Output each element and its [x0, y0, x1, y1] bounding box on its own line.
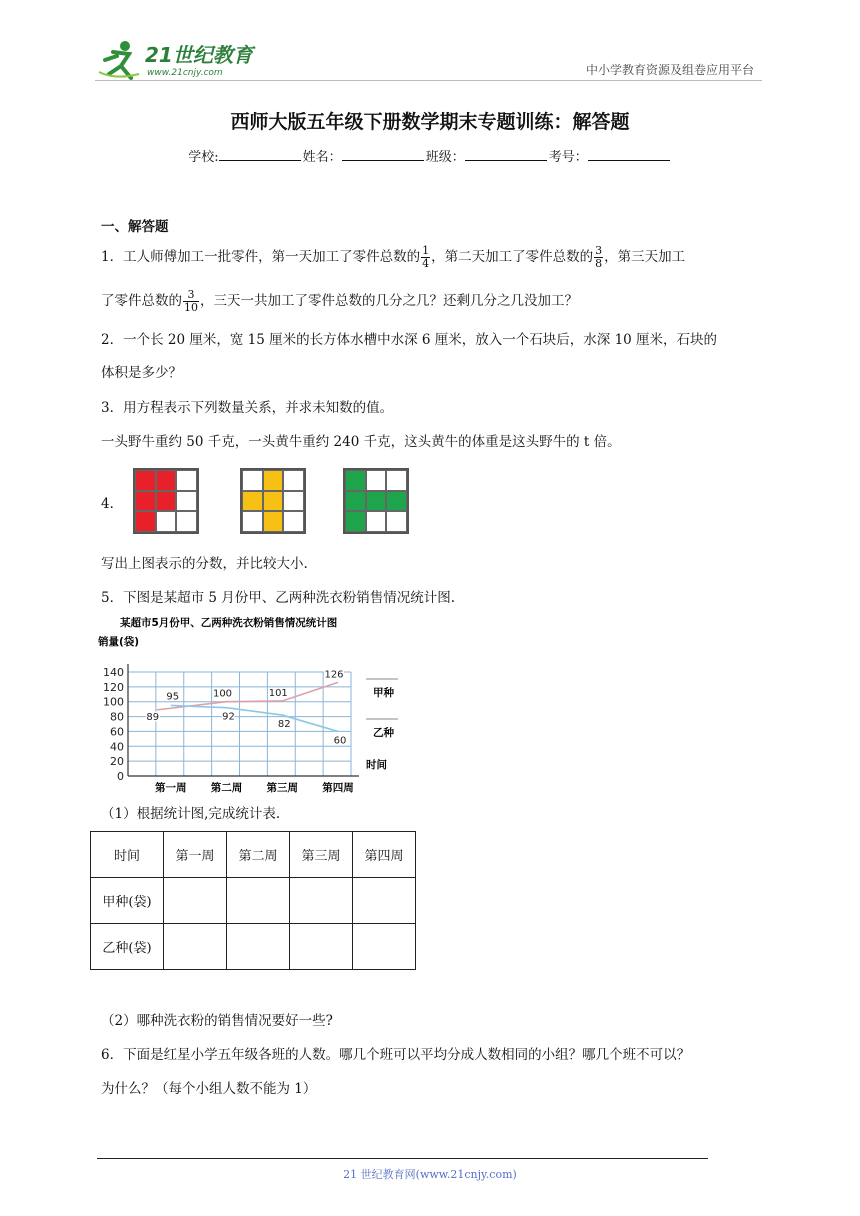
answer-cell[interactable]	[290, 924, 353, 970]
table-header-cell: 时间	[91, 832, 164, 878]
exam-no-label: 考号：	[548, 150, 588, 165]
fraction-3-8: $\frac{3}{8}$	[595, 244, 603, 270]
fraction-1-4: $\frac{1}{4}$	[422, 244, 430, 270]
question-5-sub-1: （1）根据统计图,完成统计表.	[101, 806, 281, 822]
shaded-cell	[366, 491, 387, 512]
fraction-3-10: $\frac{3}{10}$	[184, 288, 198, 314]
data-label: 101	[268, 687, 288, 699]
blank-cell	[176, 470, 197, 491]
table-header-cell: 第一周	[164, 832, 227, 878]
y-tick-label: 20	[110, 755, 124, 769]
data-label: 82	[277, 719, 291, 731]
table-row	[91, 924, 416, 970]
x-tick-label: 第三周	[266, 782, 298, 794]
fraction-grid-green	[343, 468, 409, 534]
header-divider	[95, 80, 762, 81]
answer-cell[interactable]	[290, 878, 353, 924]
y-tick-label: 80	[110, 710, 124, 724]
data-label: 89	[146, 711, 160, 723]
shaded-cell	[156, 491, 177, 512]
shaded-cell	[263, 470, 284, 491]
blank-cell	[176, 491, 197, 512]
svg-text:www.21cnjy.com: www.21cnjy.com	[147, 68, 223, 78]
school-label: 学校:	[188, 150, 219, 165]
section-heading: 一、解答题	[101, 219, 169, 235]
row-label-yi: 乙种(袋)	[91, 924, 164, 970]
question-1-line-2: 了零件总数的 $\frac{3}{10}$ ，三天一共加工了零件总数的几分之几？还剩几分之几没加工？	[101, 288, 578, 314]
header-platform-text: 中小学教育资源及组卷应用平台	[585, 63, 754, 77]
footer-divider	[97, 1158, 708, 1159]
y-tick-label: 140	[103, 666, 124, 679]
chart-x-label: 时间	[366, 759, 387, 771]
chart-title: 某超市5月份甲、乙两种洗衣粉销售情况统计图	[120, 617, 338, 629]
blank-cell	[176, 511, 197, 532]
blank-cell	[283, 491, 304, 512]
y-tick-label: 120	[103, 680, 124, 694]
question-1-line-1: 1．工人师傅加工一批零件，第一天加工了零件总数的 $\frac{1}{4}$ ，第二天加工了零件总数的 $\frac{3}{8}$ ，第三天加工	[101, 244, 686, 270]
blank-cell	[386, 511, 407, 532]
table-header-row	[91, 832, 416, 878]
y-tick-label: 60	[110, 725, 124, 739]
shaded-cell	[135, 470, 156, 491]
table-header-cell: 第二周	[227, 832, 290, 878]
answer-cell[interactable]	[227, 878, 290, 924]
shaded-cell	[263, 511, 284, 532]
question-5-line-1: 5．下图是某超市 5 月份甲、乙两种洗衣粉销售情况统计图.	[101, 590, 456, 606]
shaded-cell	[135, 491, 156, 512]
x-tick-label: 第二周	[210, 782, 243, 794]
answer-cell[interactable]	[353, 924, 416, 970]
svg-text:21世纪教育: 21世纪教育	[145, 43, 253, 67]
shaded-cell	[345, 470, 366, 491]
answer-cell[interactable]	[353, 878, 416, 924]
class-label: 班级：	[425, 150, 465, 165]
shaded-cell	[345, 491, 366, 512]
question-2-line-2: 体积是多少？	[101, 365, 182, 381]
sales-table	[90, 831, 416, 970]
series-line-yi	[171, 705, 338, 731]
answer-cell[interactable]	[164, 878, 227, 924]
x-tick-label: 第四周	[322, 782, 354, 794]
y-tick-label: 100	[103, 695, 124, 709]
answer-cell[interactable]	[227, 924, 290, 970]
blank-cell	[366, 511, 387, 532]
blank-cell	[242, 470, 263, 491]
blank-cell	[283, 470, 304, 491]
table-header-cell: 第三周	[290, 832, 353, 878]
legend-label: 乙种	[373, 727, 394, 739]
sales-line-chart	[96, 614, 416, 800]
footer-text: 21 世纪教育网(www.21cnjy.com)	[343, 1168, 517, 1181]
data-label: 100	[212, 688, 233, 700]
fraction-grid-red	[133, 468, 199, 534]
question-3-line-1: 3．用方程表示下列数量关系，并求未知数的值。	[101, 400, 394, 416]
class-blank	[465, 149, 547, 161]
shaded-cell	[135, 511, 156, 532]
x-tick-label: 第一周	[155, 782, 187, 794]
table-row	[91, 878, 416, 924]
data-label: 92	[222, 711, 235, 723]
y-tick-label: 40	[110, 740, 124, 754]
question-4-label: 4．	[101, 496, 124, 512]
question-6-line-2: 为什么？（每个小组人数不能为 1）	[101, 1081, 317, 1097]
blank-cell	[242, 511, 263, 532]
question-4-caption: 写出上图表示的分数，并比较大小.	[101, 556, 308, 572]
name-blank	[342, 149, 424, 161]
school-blank	[219, 149, 301, 161]
shaded-cell	[242, 491, 263, 512]
student-info-line	[0, 146, 860, 165]
runner-icon	[99, 41, 139, 78]
data-label: 95	[166, 691, 180, 703]
site-logo	[95, 38, 265, 82]
shaded-cell	[263, 491, 284, 512]
question-3-line-2: 一头野牛重约 50 千克，一头黄牛重约 240 千克，这头黄牛的体重是这头野牛的 t 倍。	[101, 434, 621, 450]
blank-cell	[386, 470, 407, 491]
page-title: 西师大版五年级下册数学期末专题训练：解答题	[230, 111, 630, 133]
data-label: 60	[333, 735, 347, 747]
question-5-sub-2: （2）哪种洗衣粉的销售情况要好一些?	[101, 1013, 333, 1029]
question-2-line-1: 2．一个长 20 厘米，宽 15 厘米的长方体水槽中水深 6 厘米，放入一个石块后，水深 10 厘米，石块的	[101, 332, 718, 348]
blank-cell	[156, 511, 177, 532]
chart-y-label: 销量(袋)	[98, 636, 140, 648]
name-label: 姓名：	[302, 150, 342, 165]
fraction-grid-yellow	[240, 468, 306, 534]
blank-cell	[283, 511, 304, 532]
shaded-cell	[386, 491, 407, 512]
blank-cell	[366, 470, 387, 491]
data-label: 126	[324, 669, 344, 681]
exam-no-blank	[588, 149, 670, 161]
y-tick-label: 0	[117, 770, 124, 783]
table-header-cell: 第四周	[353, 832, 416, 878]
shaded-cell	[345, 511, 366, 532]
answer-cell[interactable]	[164, 924, 227, 970]
legend-label: 甲种	[373, 687, 394, 699]
row-label-jia: 甲种(袋)	[91, 878, 164, 924]
shaded-cell	[156, 470, 177, 491]
question-6-line-1: 6．下面是红星小学五年级各班的人数。哪几个班可以平均分成人数相同的小组？哪几个班不可以？	[101, 1047, 691, 1063]
